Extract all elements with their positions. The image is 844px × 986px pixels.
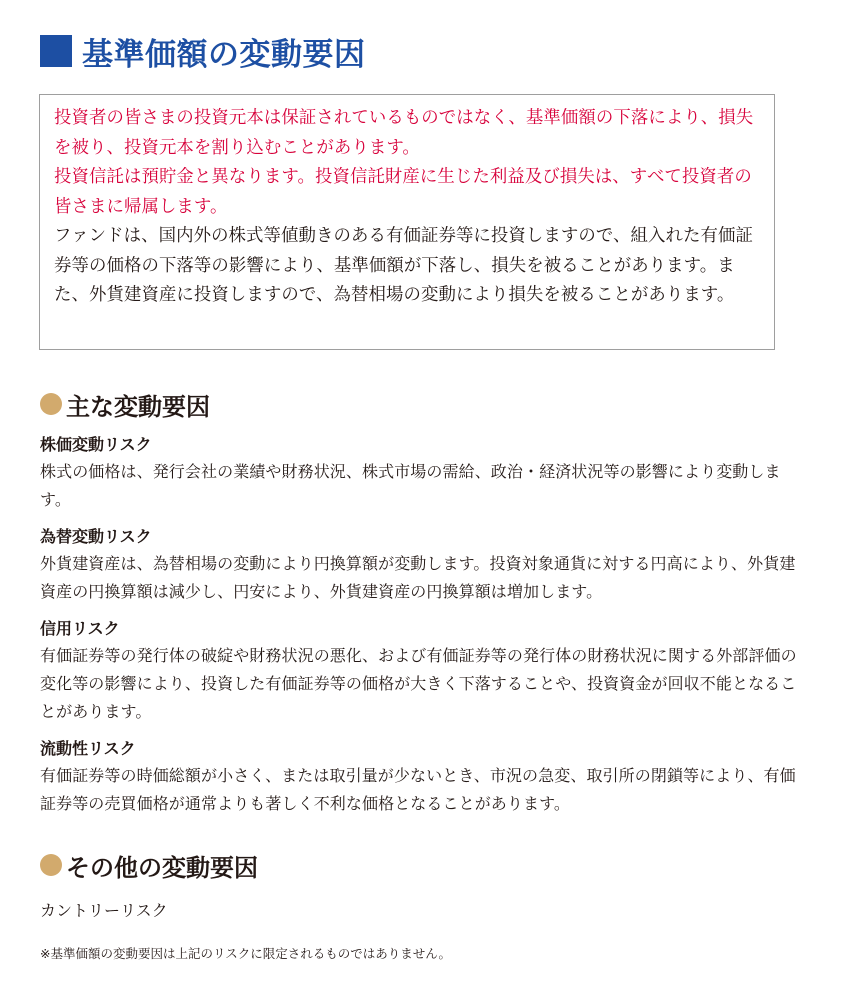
main-factors-heading bbox=[40, 387, 210, 421]
not-deposit-notice: 投資信託は預貯金と異なります。投資信託財産に生じた利益及び損失は、すべて投資者の皆さまに帰属します。 bbox=[54, 167, 752, 217]
risk-title: 流動性リスク bbox=[40, 739, 136, 758]
risk-item-exchange-rate bbox=[40, 524, 800, 606]
main-factors-heading-text: 主な変動要因 bbox=[66, 392, 210, 421]
other-factors-heading bbox=[40, 848, 258, 882]
blue-square-icon bbox=[40, 35, 72, 67]
risk-description: 有価証券等の発行体の破綻や財務状況の悪化、および有価証券等の発行体の財務状況に関する外部評価の変化等の影響により、投資した有価証券等の価格が大きく下落することや、投資資金が回収不能となることがあります。 bbox=[40, 646, 797, 721]
risk-item-credit bbox=[40, 616, 800, 726]
page-title-text: 基準価額の変動要因 bbox=[82, 36, 366, 73]
risk-title: 為替変動リスク bbox=[40, 527, 152, 546]
risk-description: 株式の価格は、発行会社の業績や財務状況、株式市場の需給、政治・経済状況等の影響により変動します。 bbox=[40, 462, 781, 509]
gold-dot-icon bbox=[40, 854, 62, 876]
fund-risk-summary: ファンドは、国内外の株式等値動きのある有価証券等に投資しますので、組入れた有価証券等の価格の下落等の影響により、基準価額が下落し、損失を被ることがあります。また、外貨建資産に投資しますので、為替相場の変動により損失を被ることがあります。 bbox=[54, 226, 753, 305]
other-factors-heading-text: その他の変動要因 bbox=[66, 853, 258, 882]
risk-notice-box bbox=[39, 94, 775, 350]
risk-title: 株価変動リスク bbox=[40, 435, 152, 454]
risk-item-liquidity bbox=[40, 736, 800, 818]
risk-item-stock-price bbox=[40, 432, 800, 514]
principal-not-guaranteed-notice: 投資者の皆さまの投資元本は保証されているものではなく、基準価額の下落により、損失を被り、投資元本を割り込むことがあります。 bbox=[54, 108, 754, 158]
footnote: ※基準価額の変動要因は上記のリスクに限定されるものではありません。 bbox=[40, 946, 451, 961]
gold-dot-icon bbox=[40, 393, 62, 415]
risk-title: 信用リスク bbox=[40, 619, 120, 638]
country-risk-item: カントリーリスク bbox=[40, 901, 168, 920]
risk-description: 外貨建資産は、為替相場の変動により円換算額が変動します。投資対象通貨に対する円高により、外貨建資産の円換算額は減少し、円安により、外貨建資産の円換算額は増加します。 bbox=[40, 554, 796, 601]
page-title bbox=[40, 28, 366, 74]
risk-description: 有価証券等の時価総額が小さく、または取引量が少ないとき、市況の急変、取引所の閉鎖等により、有価証券等の売買価格が通常よりも著しく不利な価格となることがあります。 bbox=[40, 766, 796, 813]
